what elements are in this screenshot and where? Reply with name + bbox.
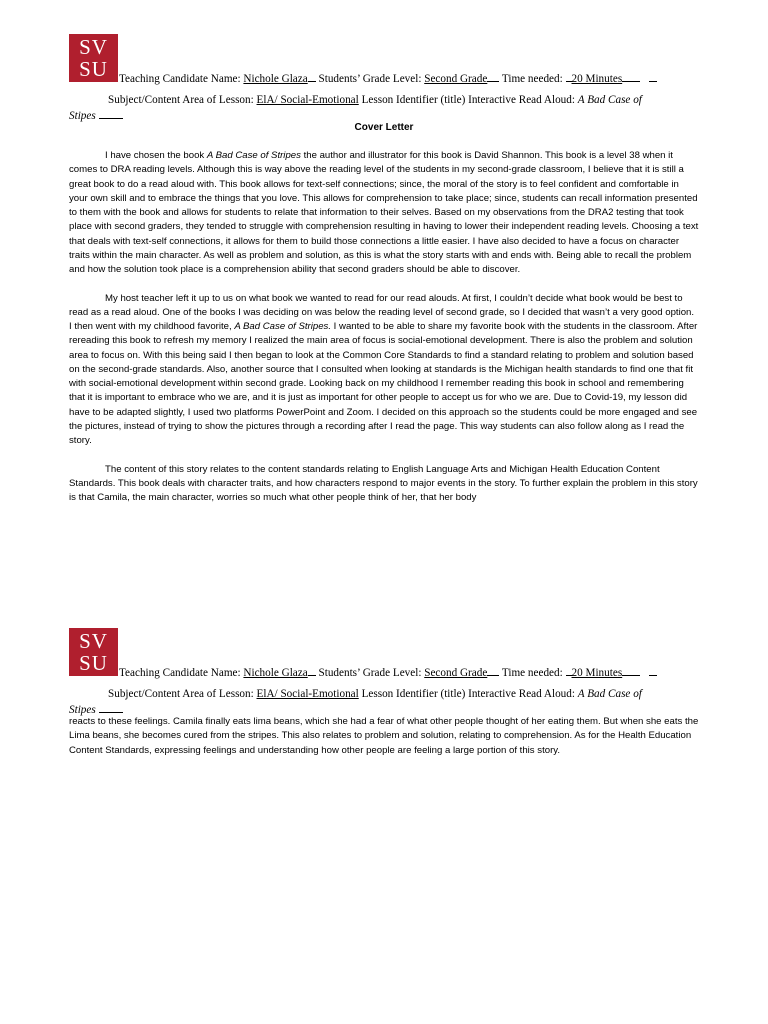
identifier-title-cont: Stipes (69, 704, 96, 716)
candidate-name: Nichole Glaza (243, 667, 308, 679)
logo-line-1: SV (79, 35, 108, 59)
paragraph-3: The content of this story relates to the content standards relating to English Language Arts and Michigan Health Education Content Standards. This book deals with character traits, and how characters respond to major events in the story. To further explain the problem in this story is that Camila, the main character, worries so much what other people think of her, that her body (69, 463, 698, 503)
grade-value: Second Grade (424, 73, 488, 85)
subject-value: ElA/ Social-Emotional (256, 94, 359, 106)
time-label: Time needed: (501, 73, 563, 85)
paragraph-text: I have chosen the book (105, 150, 207, 161)
header-line-1 (119, 665, 657, 679)
header-line-1 (119, 71, 657, 85)
grade-label: Students’ Grade Level: (318, 667, 422, 679)
paragraph-text: the author and illustrator for this book is David Shannon. This book is a level 38 when it comes to DRA reading levels. Although this is way above the reading level of the students in my second-grade classroom, I believe that it is still a great book to do a read aloud with. This book allows for text-self connections; since, the moral of the story is to feel confident and comfortable in your own skill and to embrace the things that you love. This allows for comprehension to take place; since, students can recall information presented to them with the book and allows for students to relate that information to their selves. Based on my observations from the DRA2 testing that took place with second graders, they tended to struggle with comprehension resulting in having to lower their independent reading levels. Choosing a text that deals with text-self connections, it allows for them to build those connections a little easier. I have also decided to have a focus on character traits within the main character. As well as problem and solution, as this is what the story starts with and ends with. Being able to recall the problem and how the solution took place is a comprehension ability that second graders should be able to discover. (69, 150, 699, 275)
time-value: 20 Minutes (571, 73, 623, 85)
grade-label: Students’ Grade Level: (318, 73, 422, 85)
page-title: Cover Letter (354, 122, 414, 133)
identifier-title: A Bad Case of (577, 688, 642, 700)
header-line-2 (108, 688, 642, 700)
subject-label: Subject/Content Area of Lesson: (108, 94, 254, 106)
identifier-label: Lesson Identifier (title) Interactive Read Aloud: (361, 688, 575, 700)
paragraph-text: I wanted to be able to share my favorite book with the students in the classroom. After rereading this book to refresh my memory I realized the main area of focus is social-emotional development. There is also the problem and solution area to focus on. With this being said I then began to look at the Common Core Standards to find a standard relating to problem and solution based on the second-grade standards. Also, another source that I consulted when looking at standards is the Michigan health standards to find one that fit with social-emotional development within second grade. Looking back on my childhood I remember reading this book in school and remembering that it is important to embrace who we are, and it is just as important for other people to accept us for who we are. Due to Covid-19, my lesson did have to be adapted slightly, I used two platforms PowerPoint and Zoom. I decided on this approach so the students could be more engaged and see the pictures, instead of trying to show the pictures through a recording after I read the page. This way students can also follow along as I read the story. (69, 321, 698, 446)
grade-value: Second Grade (424, 667, 488, 679)
header-line-3 (69, 702, 123, 716)
book-title: A Bad Case of Stripes. (234, 321, 332, 332)
identifier-title-cont: Stipes (69, 110, 96, 122)
paragraph-1 (69, 149, 699, 277)
subject-value: ElA/ Social-Emotional (256, 688, 359, 700)
time-label: Time needed: (501, 667, 563, 679)
document-body (69, 149, 699, 520)
subject-label: Subject/Content Area of Lesson: (108, 688, 254, 700)
svsu-logo (69, 628, 118, 676)
paragraph-text: My host teacher left it up to us on what book we wanted to read for our read alouds. At first, I couldn’t decide what book would be best to read as a read aloud. One of the books I was deciding on was below the reading level of second grade, so I decided that wasn’t a very good option. I then went with my childhood favorite, (69, 292, 695, 332)
paragraph-2 (69, 292, 699, 449)
logo-line-1: SV (79, 629, 108, 653)
svsu-logo (69, 34, 118, 82)
identifier-label: Lesson Identifier (title) Interactive Read Aloud: (361, 94, 575, 106)
candidate-label: Teaching Candidate Name: (119, 73, 241, 85)
header-line-3 (69, 108, 123, 122)
header-line-2 (108, 94, 642, 106)
time-value: 20 Minutes (571, 667, 623, 679)
paragraph-continued: reacts to these feelings. Camila finally eats lima beans, which she had a fear of what other people thought of her eating them. But when she eats the Lima beans, she becomes cured from the stripes. This also relates to problem and solution, relating to comprehension. As for the Health Education Content Standards, expressing feelings and understanding how other people are feeling a large portion of this story. (69, 716, 699, 756)
logo-line-2: SU (79, 57, 108, 81)
identifier-title: A Bad Case of (577, 94, 642, 106)
logo-line-2: SU (79, 651, 108, 675)
document-body (69, 715, 699, 772)
candidate-label: Teaching Candidate Name: (119, 667, 241, 679)
candidate-name: Nichole Glaza (243, 73, 308, 85)
book-title: A Bad Case of Stripes (206, 150, 301, 161)
